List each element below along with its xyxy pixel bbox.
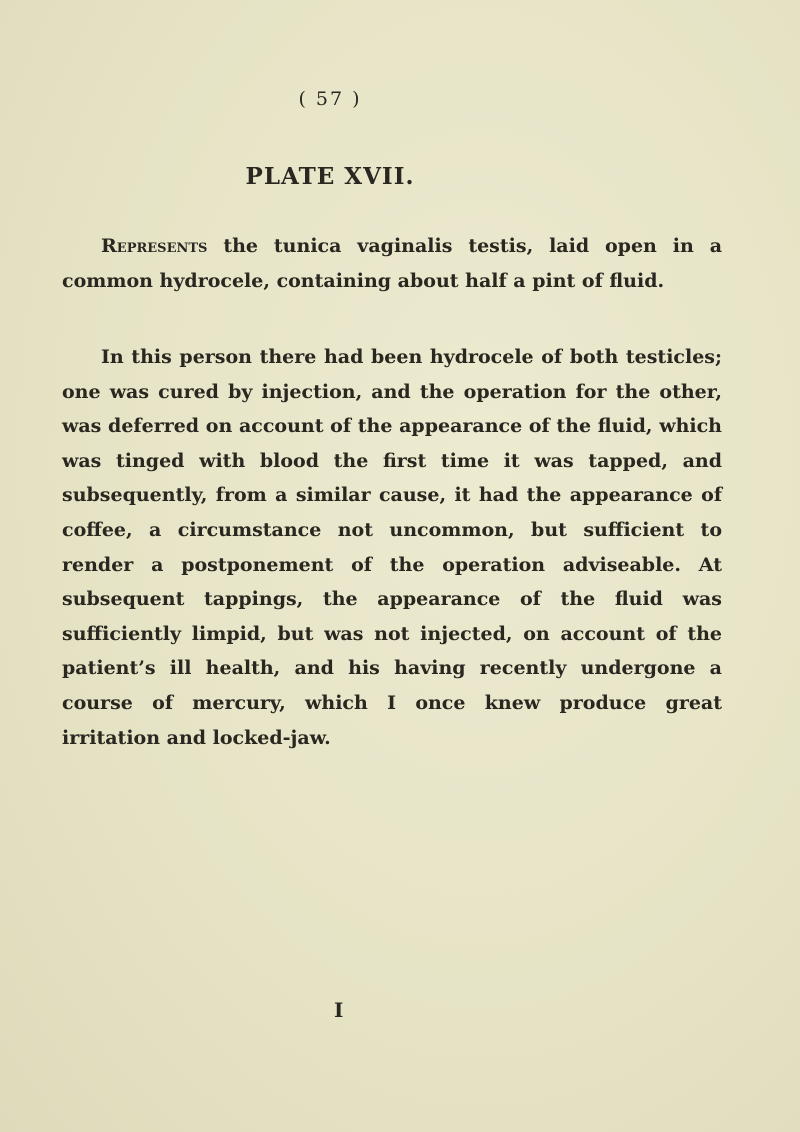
paragraph-description	[62, 229, 722, 298]
paragraph-case-history	[62, 340, 722, 755]
paragraph-description-text: the tunica vaginalis testis, laid open in a common hydrocele, containing about half a pint of fluid.	[62, 235, 722, 292]
paragraph-lead-word: Represents	[101, 235, 208, 257]
paragraph-case-history-text: In this person there had been hydrocele of both testicles; one was cured by injection, and the operation for the other, was deferred on account of the appearance of the fluid, which was tinged with blood the first time it was tapped, and subsequently, from a similar cause, it had the appearance of coffee, a circumstance not uncommon, but sufficient to render a postponement of the operation adviseable. At subsequent tappings, the appearance of the fluid was sufficiently limpid, but was not injected, on account of the patient’s ill health, and his having recently undergone a course of mercury, which I once knew produce great irritation and locked-jaw.	[62, 346, 722, 749]
plate-title: PLATE XVII.	[245, 163, 415, 190]
signature-mark: I	[334, 998, 344, 1022]
page-number: ( 57 )	[298, 88, 362, 110]
